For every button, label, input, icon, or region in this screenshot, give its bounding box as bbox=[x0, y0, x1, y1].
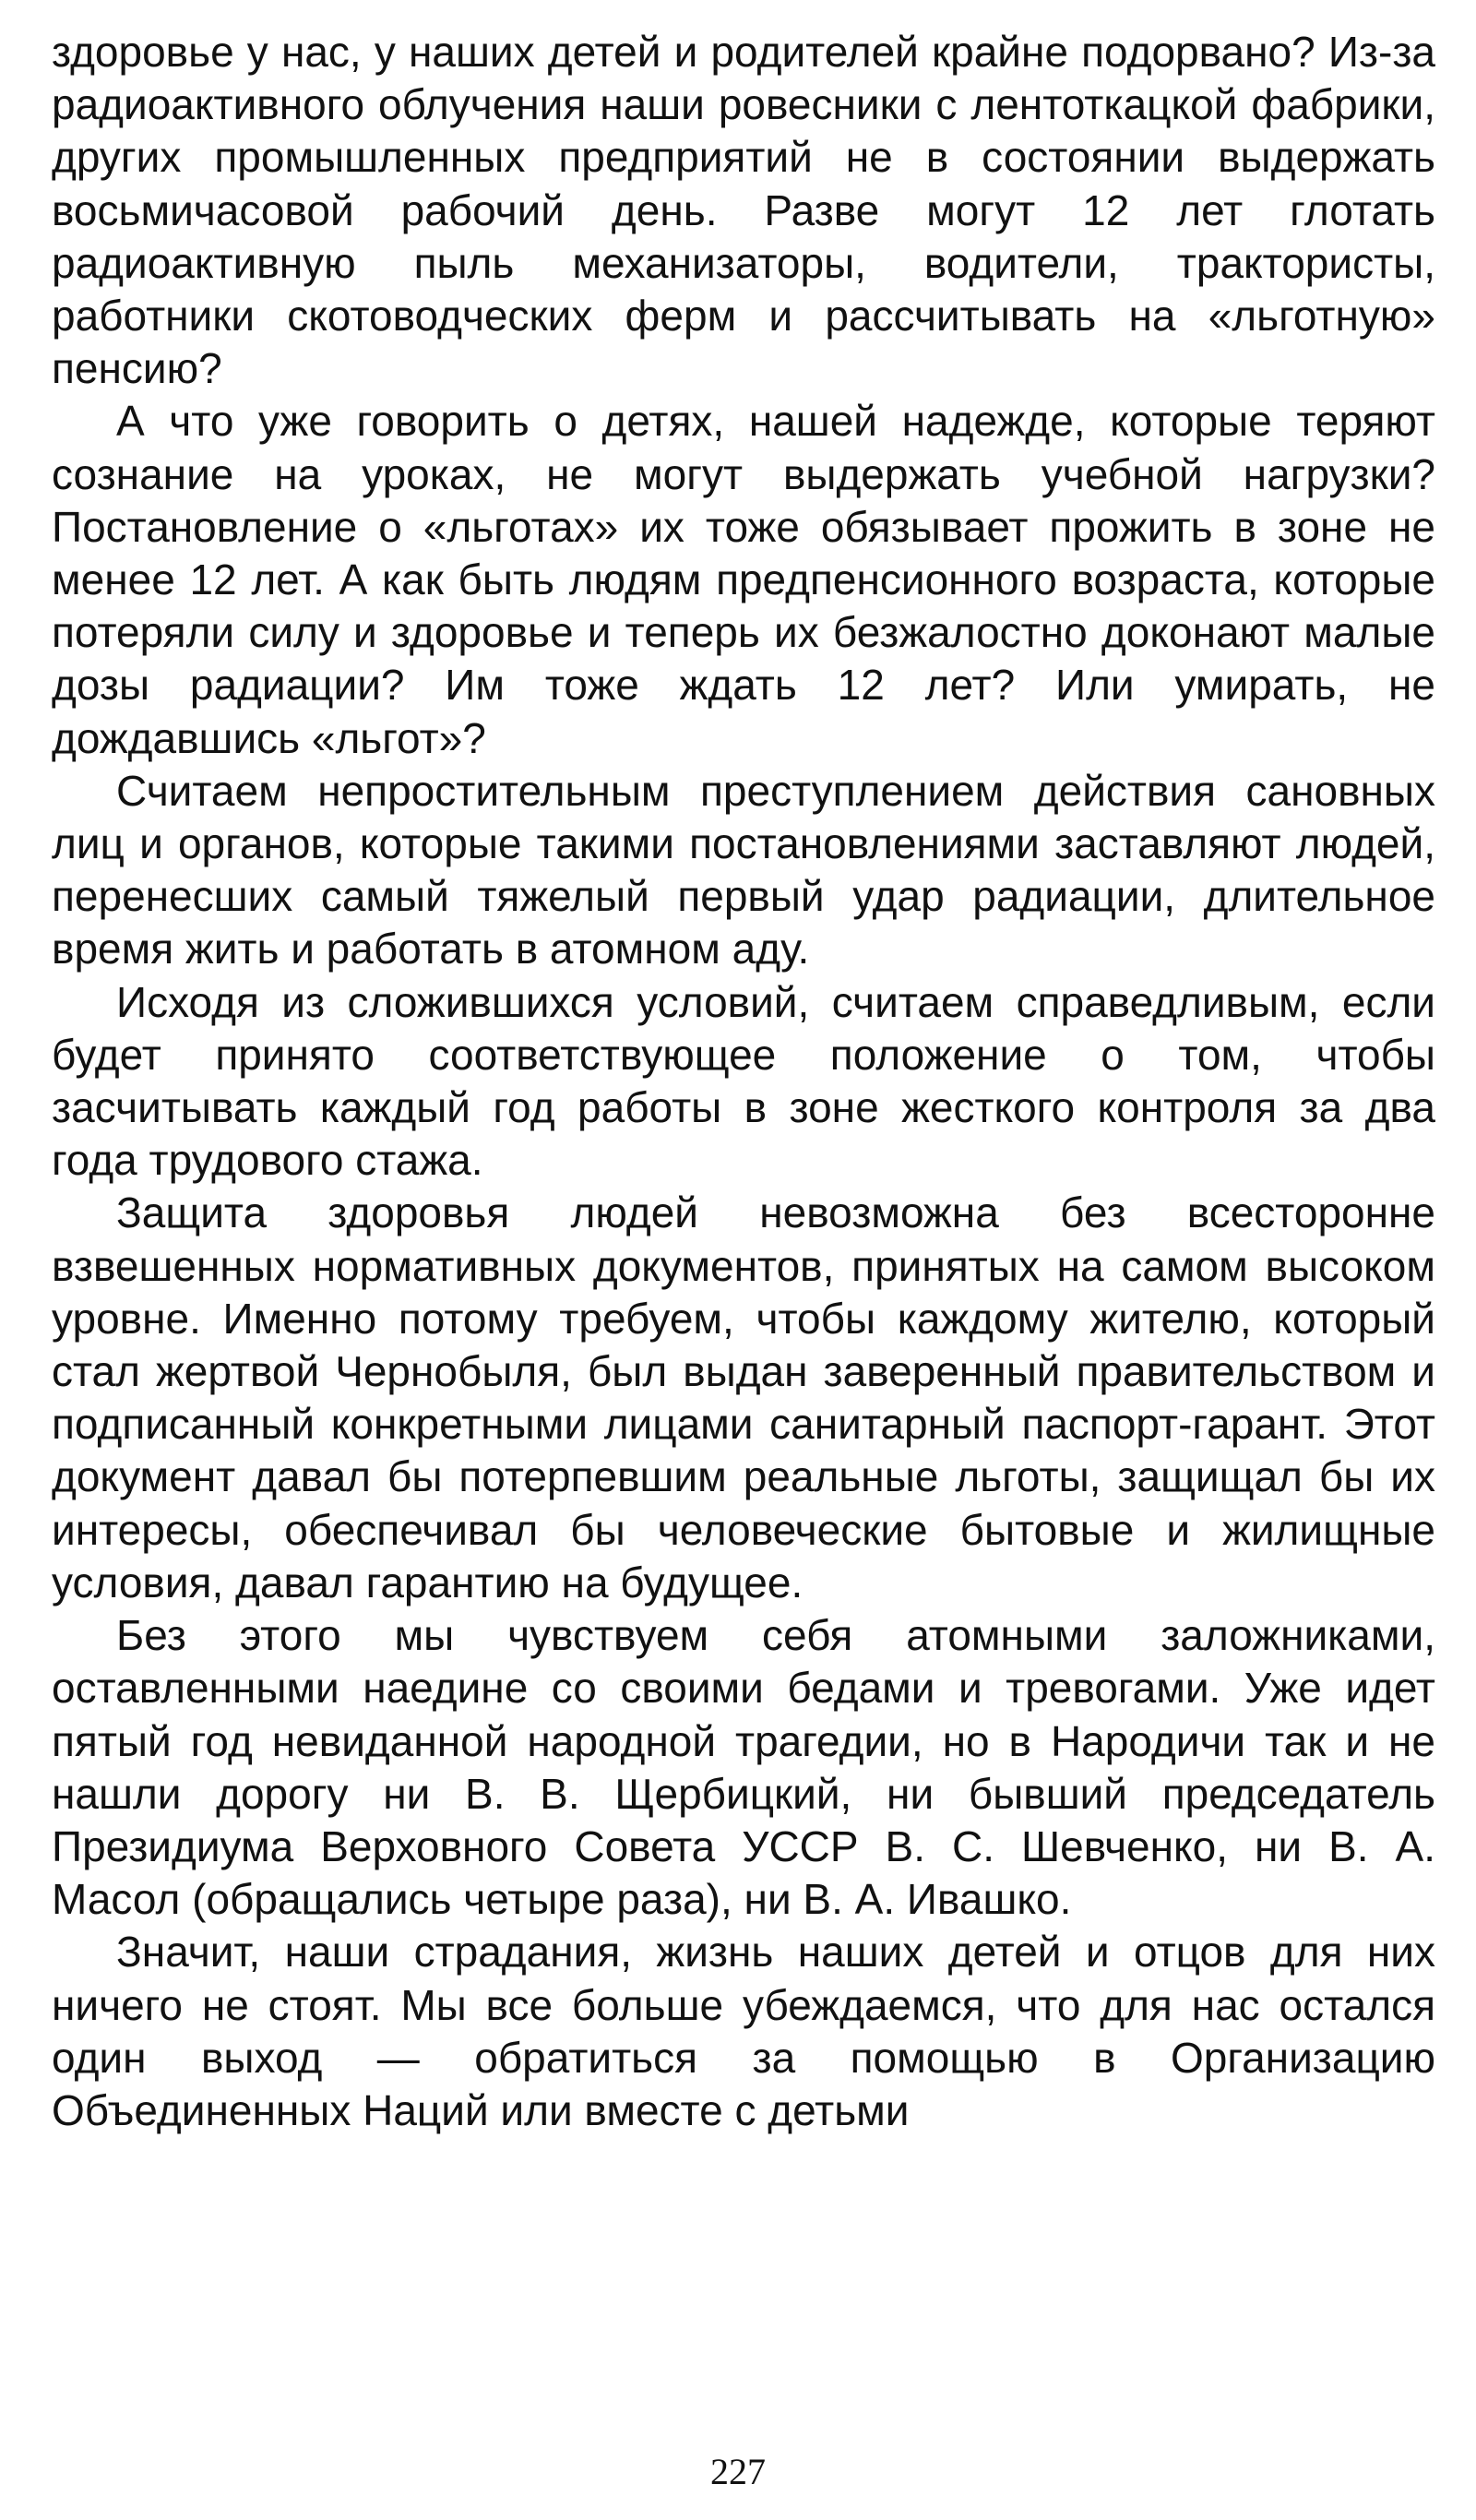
document-body bbox=[52, 26, 1435, 2137]
paragraph: А что уже говорить о детях, нашей надежде, которые теряют сознание на уроках, не могут выдержать учебной нагрузки? Постановление о «льготах» их тоже обязывает прожить в зоне не менее 12 лет. А как быть людям предпенсионного возраста, которые потеряли силу и здоровье и теперь их безжалостно доконают малые дозы радиации? Им тоже ждать 12 лет? Или умирать, не дождавшись «льгот»? bbox=[52, 397, 1435, 762]
paragraph: Исходя из сложившихся условий, считаем справедливым, если будет принято соответствующее положение о том, чтобы засчитывать каждый год работы в зоне жесткого контроля за два года трудового стажа. bbox=[52, 977, 1435, 1185]
paragraph: Считаем непростительным преступлением действия сановных лиц и органов, которые такими постановлениями заставляют людей, перенесших самый тяжелый первый удар радиации, длительное время жить и работать в атомном аду. bbox=[52, 766, 1435, 973]
paragraph: Без этого мы чувствуем себя атомными заложниками, оставленными наедине со своими бедами и тревогами. Уже идет пятый год невиданной народной трагедии, но в Народичи так и не нашли дорогу ни В. В. Щербицкий, ни бывший председатель Президиума Верховного Совета УССР В. С. Шевченко, ни В. А. Масол (обращались четыре раза), ни В. А. Ивашко. bbox=[52, 1611, 1435, 1924]
paragraph: Защита здоровья людей невозможна без всесторонне взвешенных нормативных документов, принятых на самом высоком уровне. Именно потому требуем, чтобы каждому жителю, который стал жертвой Чернобыля, был выдан заверенный правительством и подписанный конкретными лицами санитарный паспорт-гарант. Этот документ давал бы потерпевшим реальные льготы, защищал бы их интересы, обеспечивал бы человеческие бытовые и жилищные условия, давал гарантию на будущее. bbox=[52, 1188, 1435, 1606]
paragraph-continuation: здоровье у нас, у наших детей и родителей крайне подорвано? Из-за радиоактивного облучения наши ровесники с лентоткацкой фабрики, других промышленных предприятий не в состоянии выдержать восьмичасовой рабочий день. Разве могут 12 лет глотать радиоактивную пыль механизаторы, водители, трактористы, работники скотоводческих ферм и рассчитывать на «льготную» пенсию? bbox=[52, 28, 1435, 393]
page-number: 227 bbox=[710, 2451, 766, 2492]
paragraph-unfinished: Значит, наши страдания, жизнь наших детей и отцов для них ничего не стоят. Мы все больше убеждаемся, что для нас остался один выход — обратиться за помощью в Организацию Объединенных Наций или вместе с детьми bbox=[52, 1928, 1435, 2134]
